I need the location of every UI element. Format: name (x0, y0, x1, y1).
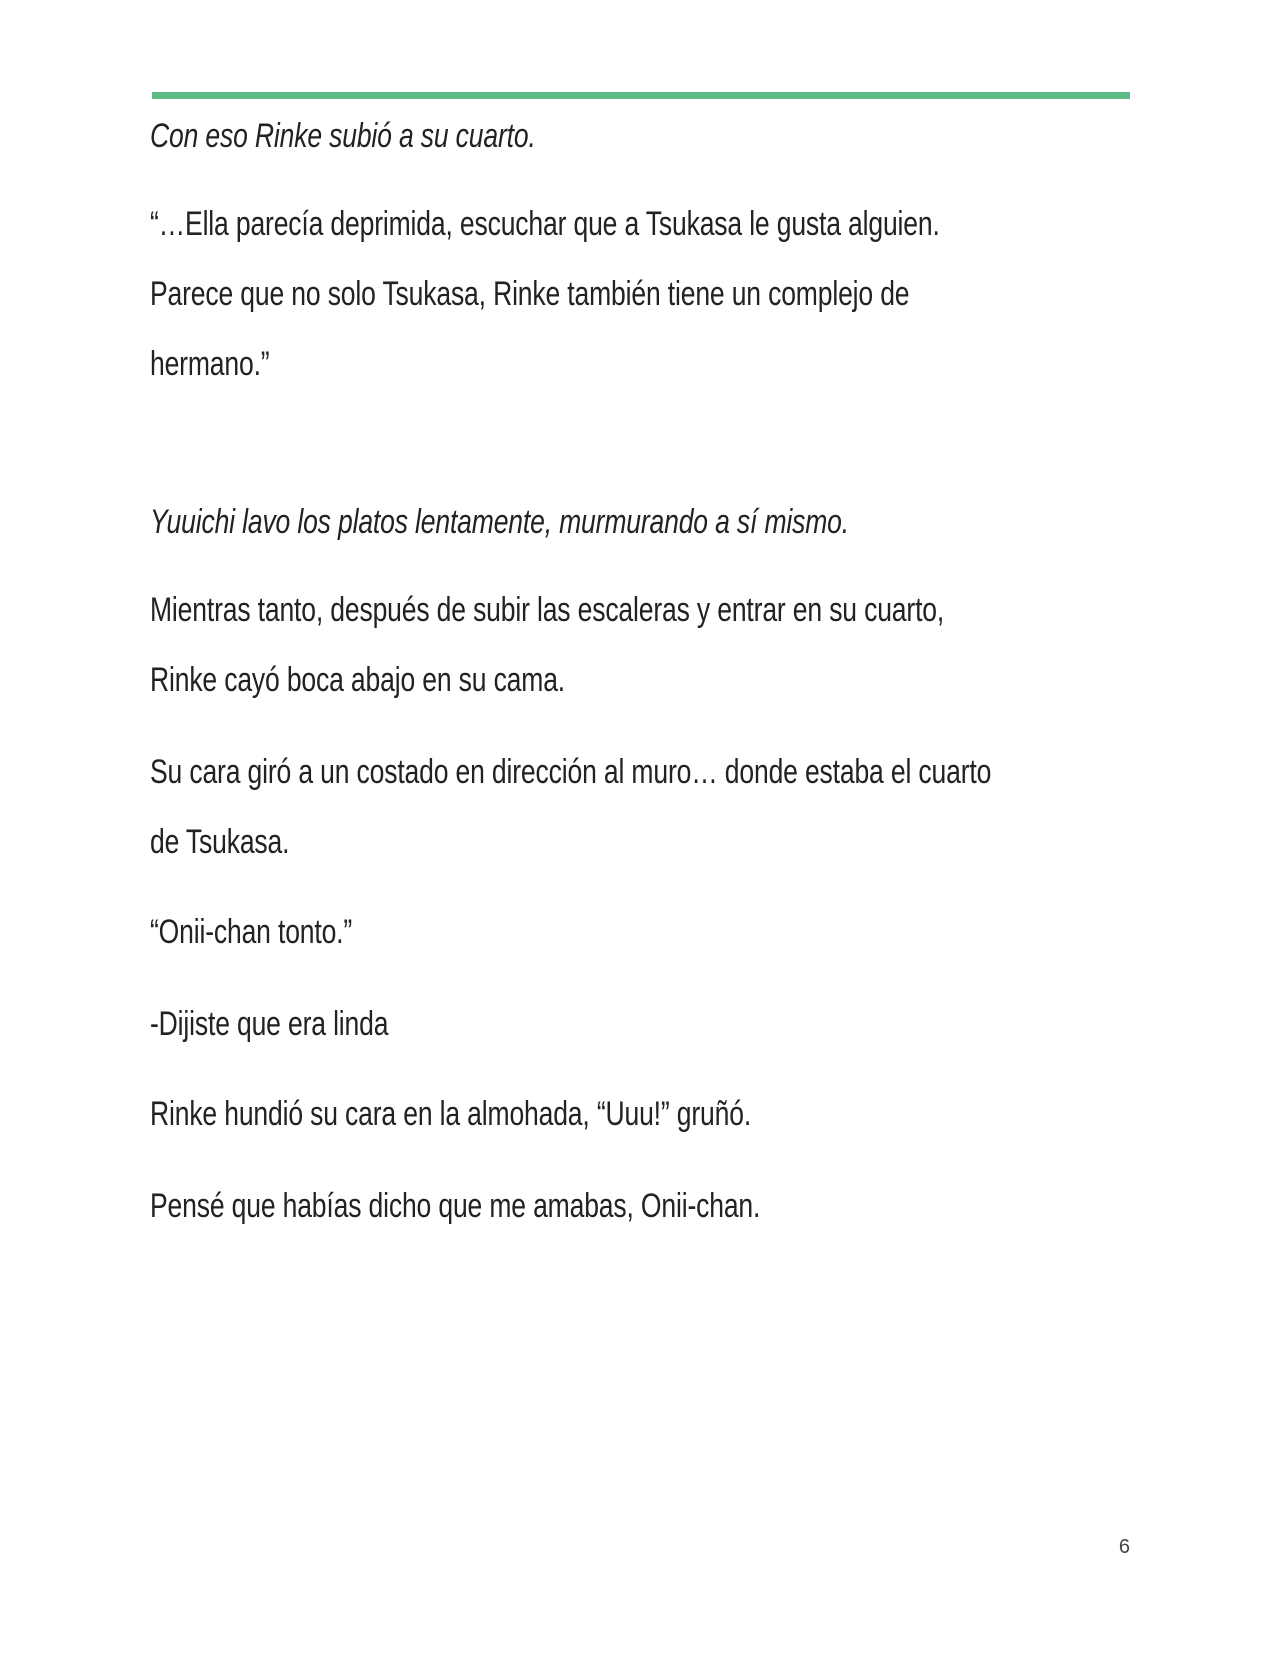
paragraph-italic-1: Con eso Rinke subió a su cuarto. (150, 117, 536, 155)
page-number: 6 (1118, 1536, 1130, 1558)
paragraph-line-4: Mientras tanto, después de subir las escaleras y entrar en su cuarto, (150, 591, 945, 629)
paragraph-line-6: Su cara giró a un costado en dirección al muro… donde estaba el cuarto (150, 753, 992, 791)
paragraph-line-9: -Dijiste que era linda (150, 1005, 389, 1043)
paragraph-line-8: “Onii-chan tonto.” (150, 913, 353, 951)
paragraph-line-10: Rinke hundió su cara en la almohada, “Uuu!” gruñó. (150, 1095, 752, 1133)
paragraph-line-3: hermano.” (150, 345, 270, 383)
paragraph-line-7: de Tsukasa. (150, 823, 290, 861)
header-rule (152, 92, 1130, 99)
paragraph-italic-2: Yuuichi lavo los platos lentamente, murmurando a sí mismo. (150, 503, 849, 541)
paragraph-line-5: Rinke cayó boca abajo en su cama. (150, 661, 566, 699)
paragraph-line-2: Parece que no solo Tsukasa, Rinke también tiene un complejo de (150, 275, 910, 313)
paragraph-line-11: Pensé que habías dicho que me amabas, Onii-chan. (150, 1187, 761, 1225)
paragraph-line-1: “…Ella parecía deprimida, escuchar que a Tsukasa le gusta alguien. (150, 205, 940, 243)
